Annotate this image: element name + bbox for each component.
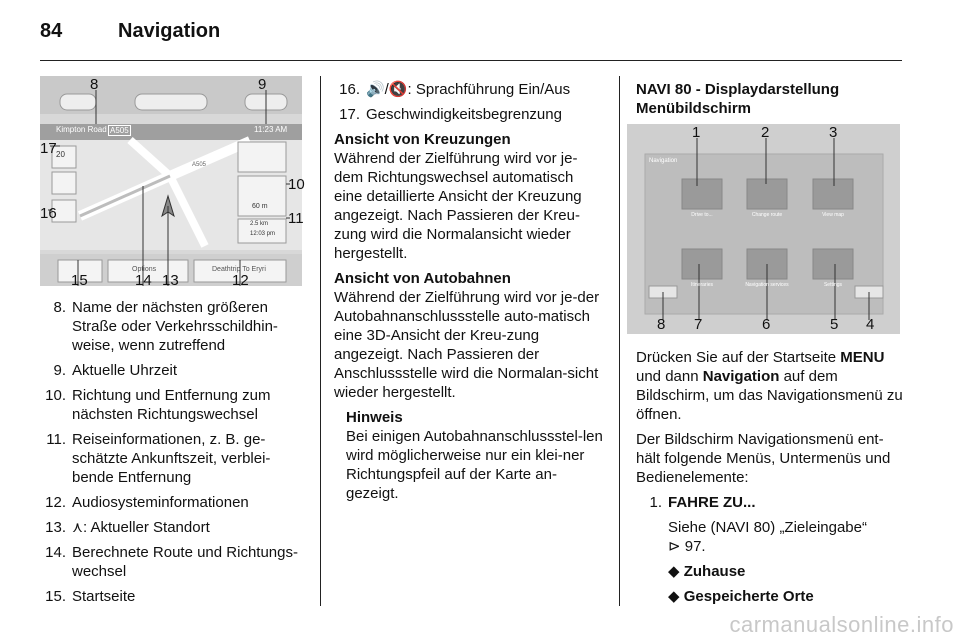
callout-r4: 4 <box>866 316 875 333</box>
list-item: ◆ Zuhause <box>668 563 746 580</box>
list-item: 9. Aktuelle Uhrzeit <box>53 362 178 379</box>
audio-info: Deathtrip To Eryri <box>212 266 266 273</box>
distance-label: 60 m <box>252 203 268 210</box>
options-button: Options <box>132 266 157 273</box>
trip-distance-label: 2.5 km <box>250 221 269 227</box>
legend-list-left <box>40 298 306 612</box>
drive-to-reference: Siehe (NAVI 80) „Zieleingabe“ ⊳ 97. <box>668 519 867 555</box>
list-item: 14. Berechnete Route und Richtungs-wechsel <box>45 544 298 580</box>
callout-9: 9 <box>258 76 267 93</box>
navigation-screen-figure <box>40 76 302 286</box>
middle-column <box>334 80 604 503</box>
callout-16: 16 <box>40 205 57 222</box>
btn-change-route: Change route <box>751 212 783 218</box>
road-name-label: Kimpton Road <box>56 125 107 134</box>
callout-r7: 7 <box>694 316 703 333</box>
btn-settings: Settings <box>823 282 843 288</box>
road-tag-label: A505 <box>110 126 129 135</box>
list-item: 10. Richtung und Entfernung zum nächsten Richtungswechsel <box>45 387 271 423</box>
bullet-icon: ◆ <box>668 588 684 605</box>
callout-13: 13 <box>162 272 179 289</box>
callout-r8: 8 <box>657 316 666 333</box>
page-number: 84 <box>40 20 63 42</box>
callout-12: 12 <box>232 272 249 289</box>
callout-r2: 2 <box>761 124 770 141</box>
header-rule <box>40 60 902 61</box>
callout-15: 15 <box>71 272 88 289</box>
callout-10: 10 <box>288 176 305 193</box>
right-column-heading <box>636 80 906 118</box>
heading-motorway-view: Ansicht von Autobahnen <box>334 270 511 287</box>
menu-title: Navigation <box>649 158 678 164</box>
list-item: 16. 🔊/🔇: Sprachführung Ein/Aus <box>339 81 571 98</box>
map-road-tag: A505 <box>192 162 207 168</box>
bullet-icon: ◆ <box>668 563 684 580</box>
btn-itineraries: Itineraries <box>691 282 713 288</box>
list-item: 12. Audiosysteminformationen <box>45 494 249 511</box>
time-label: 11:23 AM <box>254 125 288 134</box>
position-arrow-icon: ⋏ <box>72 519 83 536</box>
page-title: Navigation <box>118 20 221 42</box>
paragraph-menu-contents: Der Bildschirm Navigationsmenü ent-hält folgende Menüs, Untermenüs und Bedienelemente: <box>636 431 891 486</box>
list-item: 8. Name der nächsten größeren Straße oder Verkehrsschildhin-weise, wenn zutreffend <box>53 299 278 354</box>
heading-menu-screen: Menübildschirm <box>636 100 752 117</box>
paragraph-open-menu: Drücken Sie auf der Startseite MENU und dann Navigation auf dem Bildschirm, um das Navigationsmenü zu öffnen. <box>636 349 903 423</box>
note-heading: Hinweis <box>346 409 403 426</box>
callout-r3: 3 <box>829 124 838 141</box>
menu-illustration <box>627 124 900 334</box>
list-item: 15. Startseite <box>45 588 136 605</box>
column-divider-1 <box>320 76 321 606</box>
column-divider-2 <box>619 76 620 606</box>
btn-drive-to: Drive to... <box>691 212 713 218</box>
trip-time-label: 12:03 pm <box>250 231 276 237</box>
btn-view-map: View map <box>822 212 844 218</box>
page-reference-icon: ⊳ <box>668 538 681 555</box>
heading-navi80: NAVI 80 - Displaydarstellung <box>636 81 840 98</box>
list-item: 13. ⋏: Aktueller Standort <box>45 519 210 536</box>
callout-r5: 5 <box>830 316 839 333</box>
paragraph-motorway-view: Während der Zielführung wird vor je-der Autobahnanschlussstelle auto-matisch eine 3D-Ansicht der Kreu-zung angezeigt. Nach Passieren der Anschlussstelle wird die Normalan-sicht wieder hergestellt. <box>334 289 600 401</box>
watermark: carmanualsonline.info <box>729 612 954 637</box>
speed-limit-label: 20 <box>56 150 65 159</box>
callout-14: 14 <box>135 272 152 289</box>
map-illustration <box>40 76 302 286</box>
list-item: ◆ Gespeicherte Orte <box>668 588 814 605</box>
list-item: 11. Reiseinformationen, z. B. ge-schätzte Ankunftszeit, verblei-bende Entfernung <box>46 431 271 486</box>
callout-r6: 6 <box>762 316 771 333</box>
paragraph-junction-view: Während der Zielführung wird vor je-dem Richtungswechsel automatisch eine detaillierte Ansicht der Kreuzung angezeigt. Nach Passieren der Kreu-zung wird die Normalansicht wieder hergestellt. <box>334 150 582 262</box>
heading-junction-view: Ansicht von Kreuzungen <box>334 131 511 148</box>
callout-17: 17 <box>40 140 57 157</box>
note-text: Bei einigen Autobahnanschlussstel-len wird möglicherweise nur ein klei-ner Richtungspfeil auf der Karte an-gezeigt. <box>346 428 603 502</box>
menu-screen-figure <box>627 124 900 334</box>
callout-r1: 1 <box>692 124 701 141</box>
list-item: 1. FAHRE ZU... <box>649 494 756 511</box>
list-item: 17. Geschwindigkeitsbegrenzung <box>339 106 562 123</box>
right-column-body <box>636 348 904 606</box>
voice-guidance-icon: 🔊/🔇 <box>366 81 408 98</box>
bullet-list <box>636 562 904 606</box>
callout-8: 8 <box>90 76 99 93</box>
callout-11: 11 <box>288 210 304 227</box>
btn-navigation-services: Navigation services <box>745 282 789 288</box>
note-box <box>334 408 604 503</box>
